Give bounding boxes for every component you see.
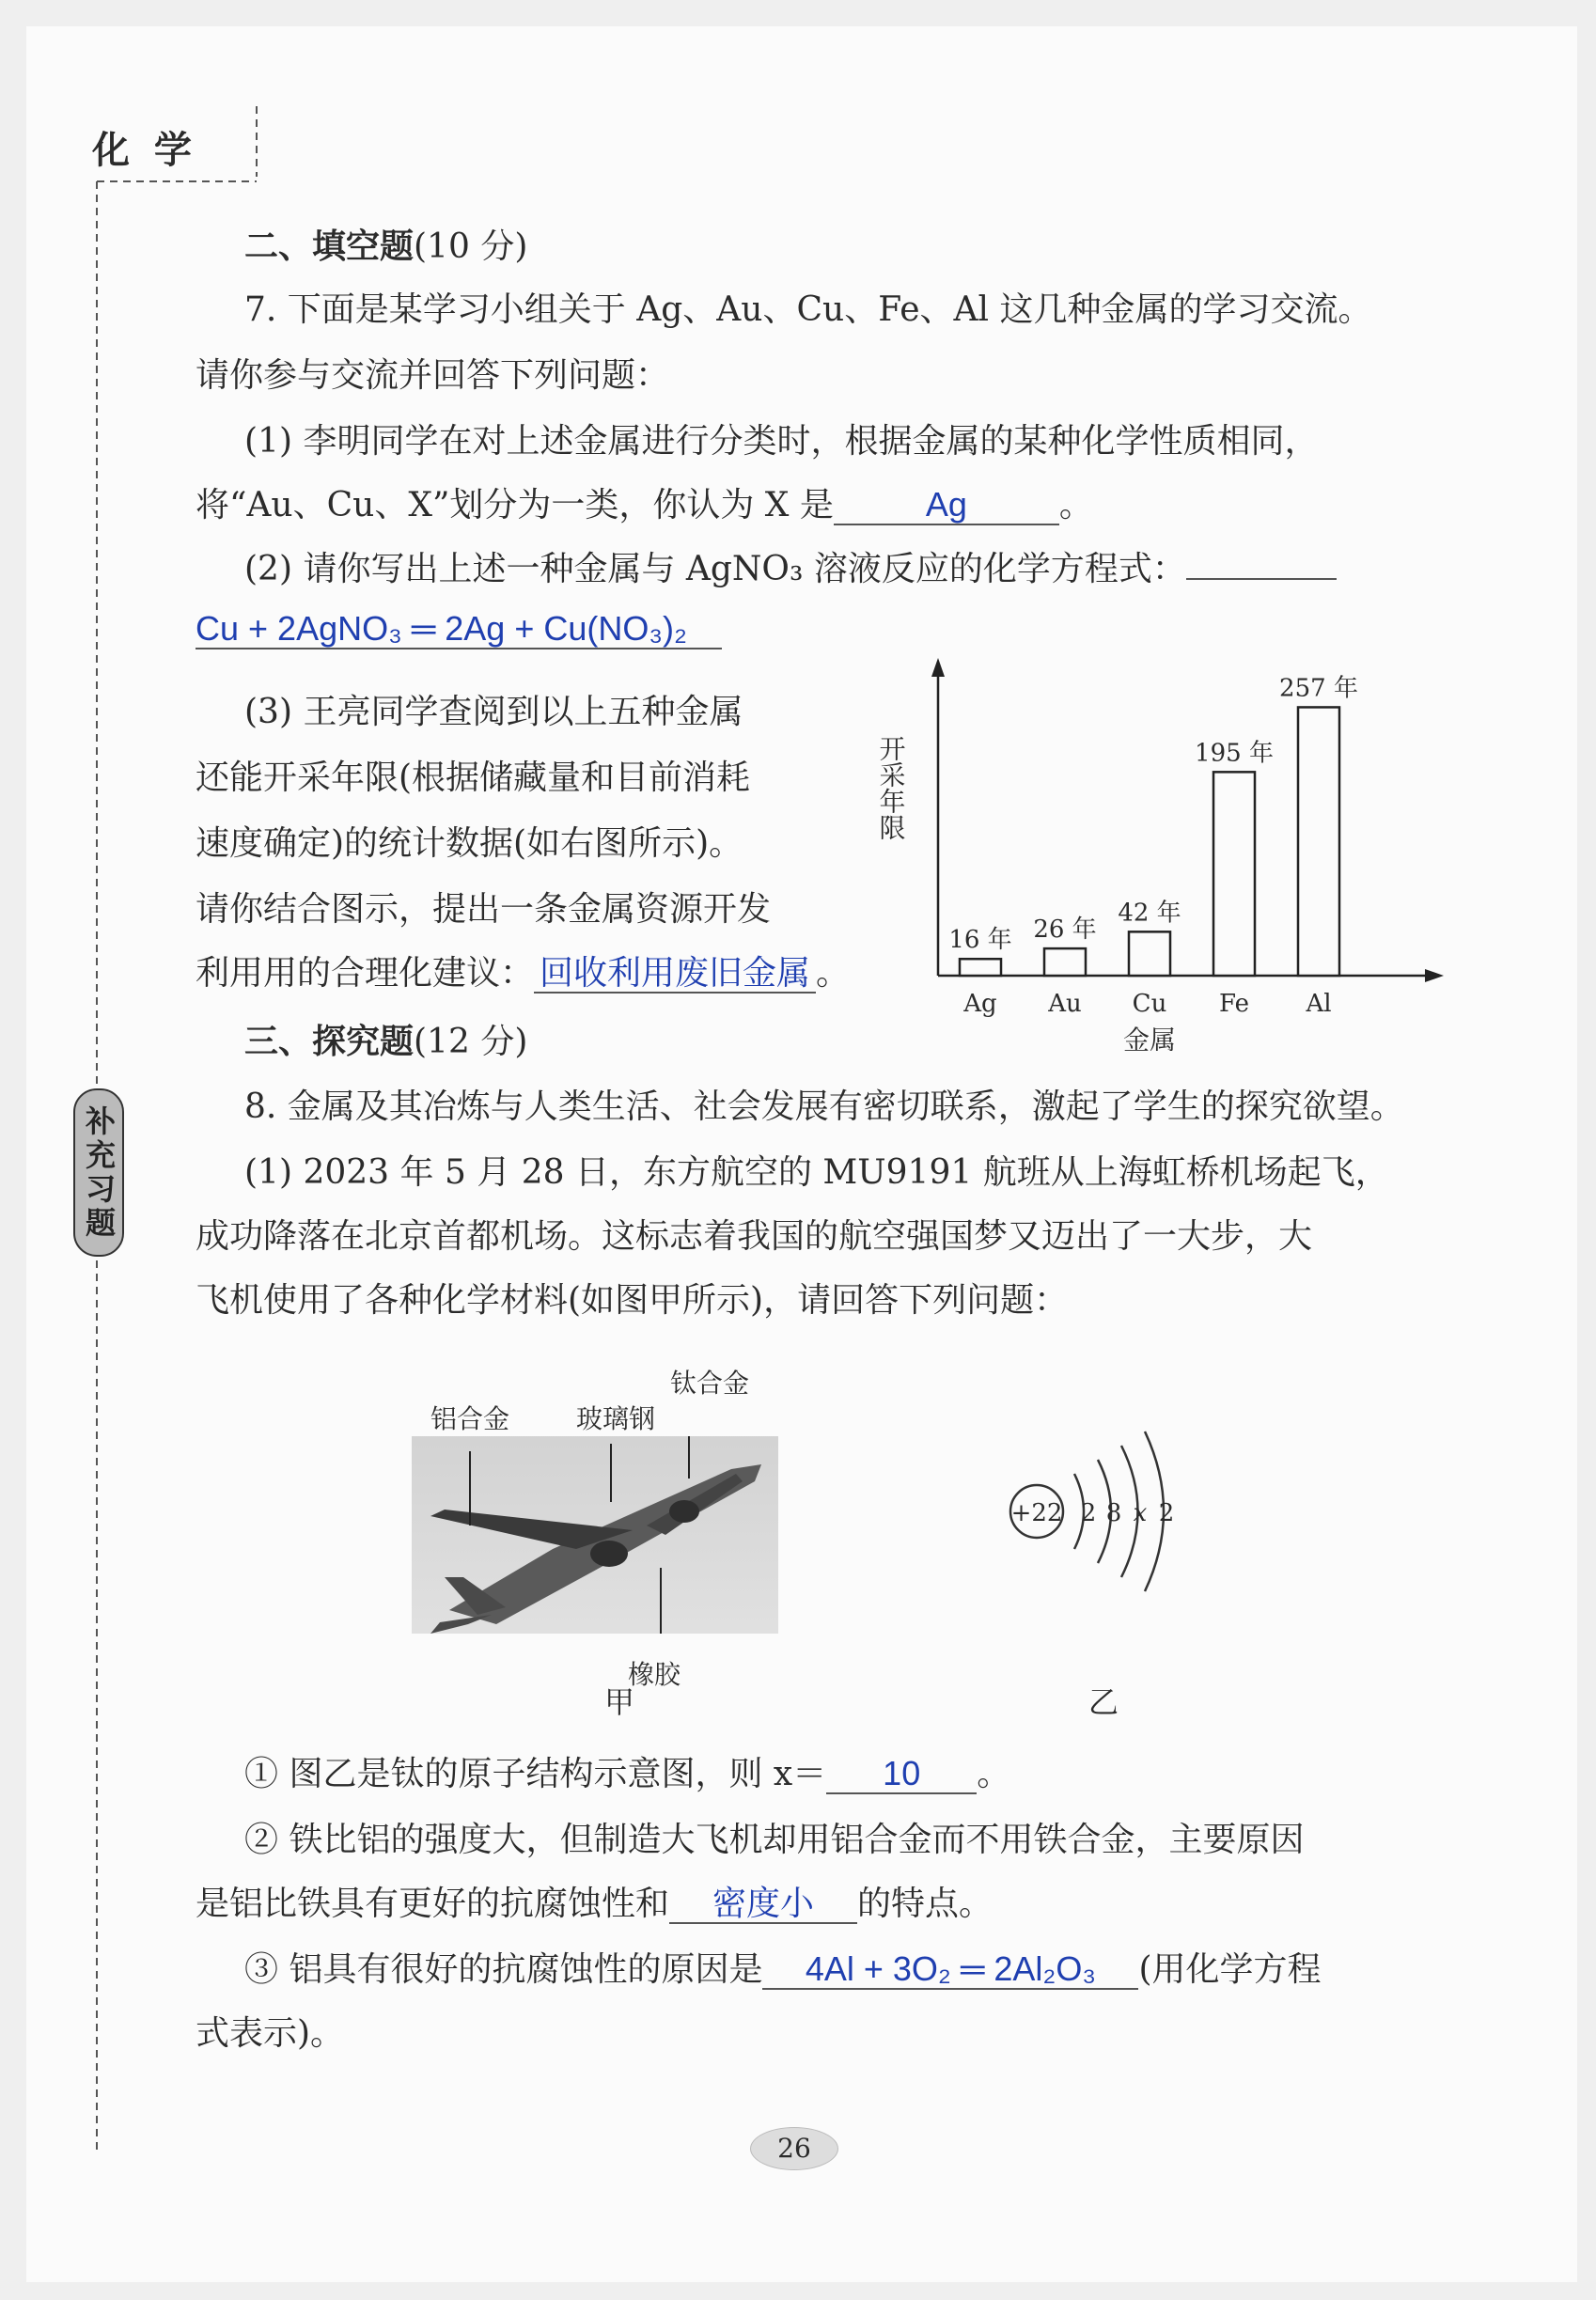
q7-part2-line2	[196, 609, 722, 650]
q8-sub3-line2: 式表示)。	[196, 2014, 345, 2053]
data-label-Ag: 16 年	[948, 926, 1012, 955]
label-fiberglass: 玻璃钢	[576, 1403, 656, 1434]
q8-sub2-line2: 是铝比铁具有更好的抗腐蚀性和 密度小 的特点。	[196, 1884, 994, 1923]
shell-1: 2	[1080, 1499, 1097, 1527]
q8-stem: 8. 金属及其冶炼与人类生活、社会发展有密切联系，激起了学生的探究欲望。	[244, 1087, 1404, 1126]
tick-label-Cu: Cu	[1132, 990, 1167, 1018]
bar-Ag	[960, 959, 1001, 976]
label-rubber: 橡胶	[628, 1659, 681, 1690]
q8-sub1: ① 图乙是钛的原子结构示意图，则 x＝ 10 。	[244, 1754, 1011, 1793]
y-axis-label: 开采年限	[875, 735, 907, 840]
q8-part1-line3: 飞机使用了各种化学材料(如图甲所示)，请回答下列问题：	[196, 1281, 1069, 1320]
label-titanium-alloy: 钛合金	[670, 1368, 750, 1399]
caption-figure-a-text: 甲	[604, 1684, 635, 1720]
q7-part3-answer[interactable]: 回收利用废旧金属	[534, 954, 816, 994]
q8-sub1-answer[interactable]: 10	[826, 1755, 977, 1794]
x-axis-arrow	[1425, 969, 1444, 982]
q8-sub2-answer[interactable]: 密度小	[669, 1885, 857, 1924]
q7-part3-line5: 利用用的合理化建议： 回收利用废旧金属 。	[196, 953, 851, 993]
side-tab	[73, 1088, 124, 1257]
x-axis-label: 金属	[1122, 1025, 1177, 1051]
shell-3: x	[1133, 1499, 1148, 1527]
q8-sub2-line1: ② 铁比铝的强度大，但制造大飞机却用铝合金而不用铁合金，主要原因	[244, 1821, 1305, 1859]
atom-structure-diagram	[994, 1417, 1229, 1605]
q7-part1-line1: (1) 李明同学在对上述金属进行分类时，根据金属的某种化学性质相同，	[244, 422, 1319, 461]
airplane-photo	[412, 1436, 778, 1634]
airplane-figure	[402, 1342, 835, 1699]
section3-heading: 三、探究题(12 分)	[244, 1022, 528, 1061]
bar-Au	[1044, 948, 1086, 976]
tick-label-Fe: Fe	[1218, 990, 1250, 1018]
q7-part3-line2: 还能开采年限(根据储藏量和目前消耗	[196, 759, 751, 797]
section2-heading: 二、填空题(10 分)	[244, 227, 528, 266]
shell-4: 2	[1158, 1499, 1175, 1527]
label-aluminum-alloy: 铝合金	[430, 1403, 510, 1434]
page-number: 26	[750, 2127, 838, 2170]
q7-stem-line1: 7. 下面是某学习小组关于 Ag、Au、Cu、Fe、Al 这几种金属的学习交流。	[244, 290, 1372, 329]
bar-Fe	[1213, 772, 1255, 976]
q7-part2-answer[interactable]: Cu + 2AgNO₃ ═ 2Ag + Cu(NO₃)₂	[196, 610, 722, 649]
q7-part3-line1: (3) 王亮同学查阅到以上五种金属	[244, 693, 743, 731]
q8-sub3-line1: ③ 铝具有很好的抗腐蚀性的原因是 4Al + 3O₂ ═ 2Al₂O₃ (用化学方程	[244, 1949, 1322, 1989]
q7-part3-line3: 速度确定)的统计数据(如右图所示)。	[196, 824, 743, 863]
nucleus-charge: +22	[1010, 1499, 1063, 1527]
data-label-Cu: 42 年	[1118, 899, 1181, 928]
bar-chart	[853, 637, 1455, 1051]
bar-Cu	[1129, 931, 1170, 976]
q8-part1-line2: 成功降落在北京首都机场。这标志着我国的航空强国梦又迈出了一大步，大	[196, 1217, 1313, 1256]
q7-part1-line2: 将“Au、Cu、X”划分为一类，你认为 X 是 Ag 。	[196, 485, 1093, 524]
q7-part1-answer[interactable]: Ag	[834, 486, 1059, 525]
tick-label-Ag: Ag	[963, 990, 997, 1018]
data-label-Fe: 195 年	[1195, 739, 1274, 768]
y-axis-arrow	[931, 658, 945, 677]
q7-stem-line2: 请你参与交流并回答下列问题：	[196, 356, 670, 395]
q8-part1-line1: (1) 2023 年 5 月 28 日，东方航空的 MU9191 航班从上海虹桥机场起飞，	[244, 1153, 1389, 1192]
shell-2: 8	[1105, 1499, 1122, 1527]
tick-label-Au: Au	[1048, 990, 1082, 1018]
caption-figure-b: 乙	[1088, 1684, 1119, 1720]
q8-sub3-answer[interactable]: 4Al + 3O₂ ═ 2Al₂O₃	[762, 1950, 1138, 1990]
tick-label-Al: Al	[1306, 990, 1332, 1018]
page	[26, 26, 1577, 2282]
data-label-Au: 26 年	[1033, 915, 1097, 945]
side-tab-label: 补充习题	[81, 1104, 117, 1241]
q7-part2-line1: (2) 请你写出上述一种金属与 AgNO₃ 溶液反应的化学方程式：	[244, 549, 1337, 590]
subject-header: 化 学	[92, 128, 197, 172]
q7-part3-line4: 请你结合图示，提出一条金属资源开发	[196, 890, 772, 929]
data-label-Al: 257 年	[1279, 674, 1358, 703]
bar-Al	[1298, 707, 1339, 976]
